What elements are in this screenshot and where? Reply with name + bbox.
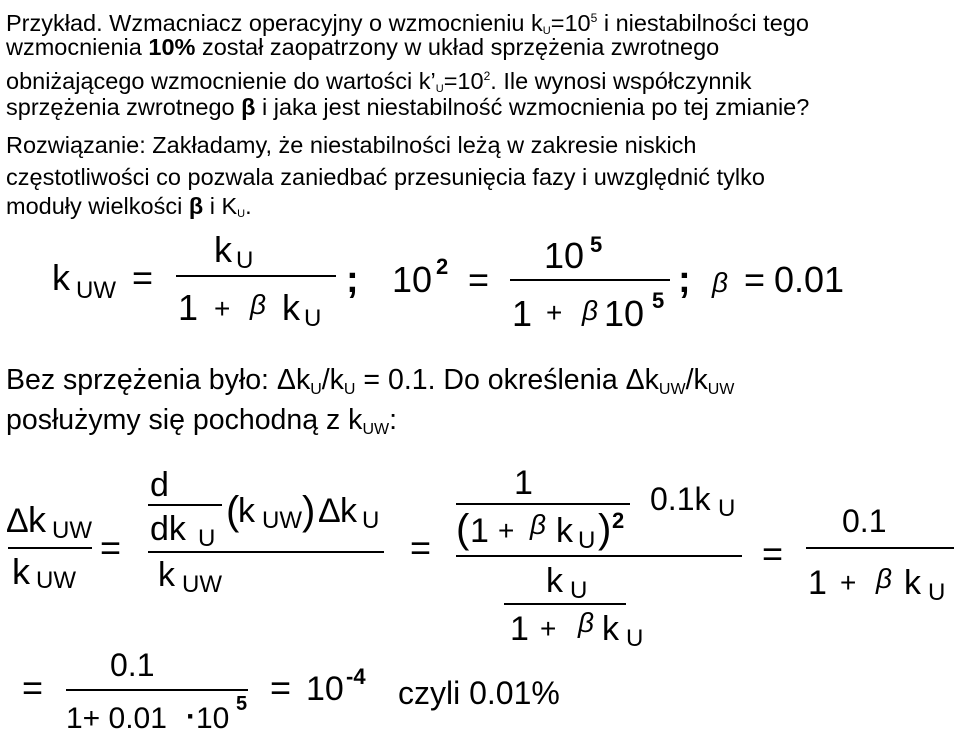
eq2-den-sub-u-4: U [570,577,588,604]
eq1-beta-value: 0.01 [774,259,845,300]
eq1-one: 1 [178,287,199,328]
eq2-sub-uw-2: UW [262,507,302,534]
eq1-num-exp5: 5 [590,232,603,257]
subscript: U [343,381,356,398]
eq2-k3: k [340,492,357,530]
eq2-beta: β [530,509,546,540]
problem-text: =10 [550,10,591,36]
eq1-den-exp5: 5 [652,288,665,313]
note-text: posłużymy się pochodną z k [6,404,363,436]
solution-line-1: Rozwiązanie: Zakładamy, że niestabilności leżą w zakresie niskich [6,132,697,158]
subscript: U [435,83,444,95]
eq2-lpar: ( [226,489,240,533]
eq2-rpar: ) [302,489,316,533]
eq2-square: 2 [612,508,625,533]
problem-text: obniżającego wzmocnienie do wartości k’ [6,68,436,94]
eq2-dk: dk [150,510,186,548]
eq1-sub-uw: UW [76,277,116,304]
eq3-result: 10 [306,670,344,708]
problem-text: został zaopatrzony w układ sprzężenia zwrotnego [195,34,720,60]
solution-text: . [245,193,252,219]
eq2-coef: 0.1k [650,481,711,517]
beta-symbol: β [188,193,204,219]
problem-text: i niestabilności tego [597,10,809,36]
eq1-equals-2: = [468,259,490,300]
superscript: 2 [483,69,491,83]
eq2-r-beta: β [876,563,892,594]
note-k: k [693,364,708,396]
eq2-den-sub-uw: UW [36,567,76,594]
eq1-den-k: k [282,287,300,328]
problem-text: =10 [443,68,484,94]
eq2-one: 1 [514,464,533,502]
eq2-den-k5: k [602,610,619,648]
eq3-equals-2: = [270,667,292,708]
subscript: UW [707,381,735,398]
eq2-equals-2: = [410,527,432,568]
eq2-delta: Δ [6,502,29,540]
eq2-delta-2: Δ [318,492,341,530]
eq2-den-k: k [12,551,30,592]
eq2-sub-uw: UW [52,517,92,544]
eq2-equals: = [100,527,122,568]
note-k: k [295,364,311,396]
eq1-equals: = [132,257,154,298]
eq1-num-sub-u: U [236,247,254,274]
eq1-num-ten: 10 [544,235,585,276]
eq2-dk-sub-u: U [198,525,216,552]
eq2-r-sub-u: U [928,579,946,606]
note-slash: / [685,364,694,396]
eq3-den: 1+ 0.01 [66,702,167,735]
eq2-rpar-2: ) [598,507,612,551]
problem-text: wzmocnienia [6,34,149,60]
delta-symbol: Δ [625,364,645,396]
note-text: = 0.1. Do określenia [355,364,626,396]
eq1-k: k [52,257,70,298]
eq2-k: k [28,499,46,540]
eq2-sub-u-4: U [578,527,596,554]
eq2-den-k4: k [546,562,563,600]
eq1-plus: + [214,293,231,324]
eq2-num01: 0.1 [842,503,887,539]
problem-text: i jaka jest niestabilność wzmocnienia po tej zmianie? [255,94,810,120]
eq2-sub-u-3: U [362,507,380,534]
eq2-den-k2: k [158,556,175,594]
subscript: UW [362,421,390,438]
note-text: Bez sprzężenia było: [6,364,277,396]
eq3-exp-neg4: -4 [346,664,366,689]
eq3-dot: · [186,700,196,733]
eq1-den-beta: β [582,295,598,326]
eq2-den-beta: β [578,607,594,638]
eq1-semicolon-2: ; [678,259,691,301]
eq2-d: d [150,466,169,504]
eq2-equals-3: = [762,533,784,574]
eq3-czyli: czyli 0.01% [398,675,560,711]
eq2-k4: k [556,512,573,550]
solution-text: moduły wielkości [6,193,189,219]
eq2-den-sub-u-5: U [626,625,644,652]
eq1-num-k: k [214,229,232,270]
eq2-plus: + [498,515,515,546]
eq2-coef-sub-u: U [718,495,736,522]
instability-value: 10% [148,34,196,60]
eq1-equals-3: = [744,259,766,300]
eq3-ten: 10 [196,702,230,735]
problem-text: Wzmacniacz operacyjny o wzmocnieniu k [102,10,543,36]
subscript: U [310,381,322,398]
note-slash: / [321,364,330,396]
note-k: k [644,364,659,396]
eq2-r-k: k [904,564,921,602]
eq1-ten: 10 [392,259,433,300]
subscript: U [237,208,246,220]
eq1-exp2: 2 [436,254,449,279]
problem-text: . Ile wynosi współczynnik [490,68,752,94]
eq2-r-plus: + [840,567,857,598]
eq1-den-ten: 10 [604,293,645,334]
note-colon: : [389,404,398,436]
note-k: k [329,364,344,396]
eq2-k2: k [238,492,255,530]
eq1-semicolon: ; [346,259,359,301]
eq1-beta: β [250,289,266,320]
eq3-exp5: 5 [236,693,248,715]
eq1-den-one: 1 [512,293,533,334]
eq3-num: 0.1 [110,647,155,683]
eq2-den-plus: + [540,613,557,644]
eq2-lpar-2: ( [456,507,470,551]
beta-symbol: β [241,94,256,120]
solution-text: i K [203,193,238,219]
eq2-r-one: 1 [808,564,827,602]
superscript: 5 [590,11,598,25]
solution-line-2: częstotliwości co pozwala zaniedbać przesunięcia fazy i uwzględnić tylko [6,164,765,190]
eq2-den-sub-uw-2: UW [182,571,222,598]
eq2-one-2: 1 [470,512,489,550]
eq2-den-one: 1 [510,610,529,648]
subscript: U [542,25,551,37]
eq3-equals: = [22,667,44,708]
eq1-den-plus: + [546,297,563,328]
eq1-beta-2: β [712,267,728,298]
problem-lead: Przykład. [6,10,103,36]
eq1-den-sub-u: U [304,305,322,332]
problem-text: sprzężenia zwrotnego [6,94,242,120]
delta-symbol: Δ [276,364,296,396]
subscript: UW [658,381,686,398]
